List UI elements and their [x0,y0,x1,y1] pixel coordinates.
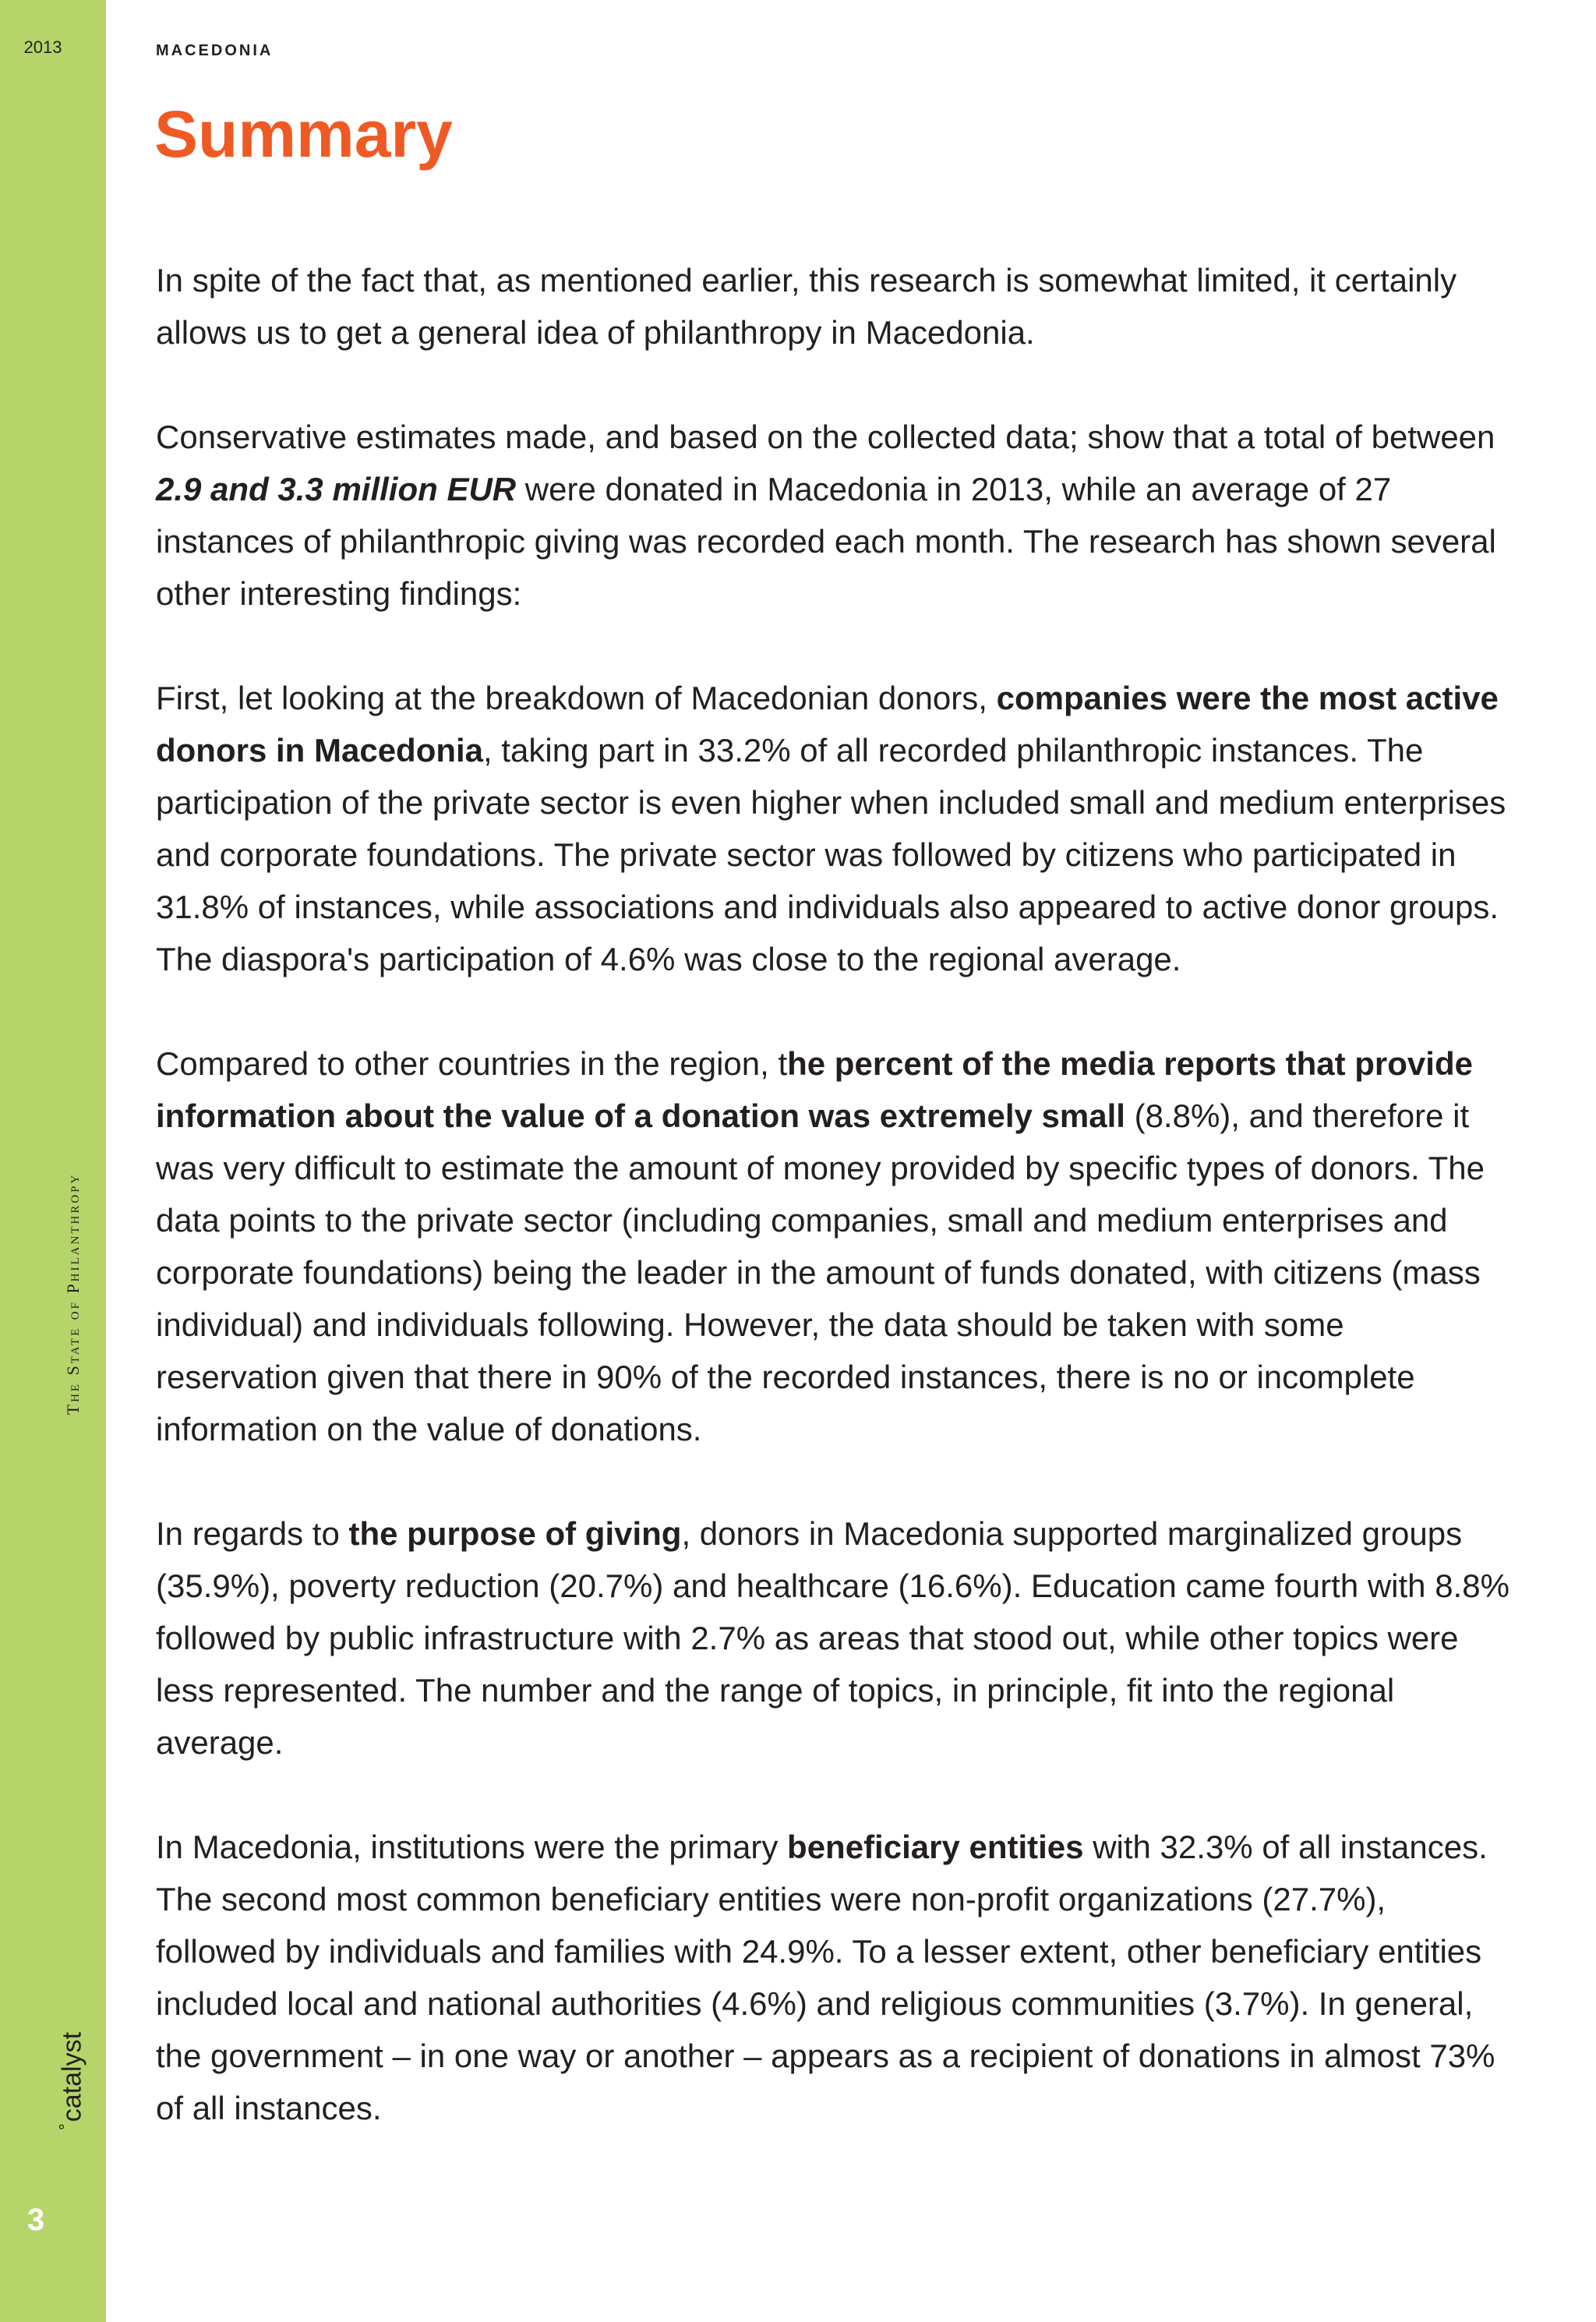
paragraph-text: First, let looking at the breakdown of Macedonian donors, [156,680,997,716]
paragraph-emphasis: beneficiary entities [787,1829,1084,1865]
page-number: 3 [26,2203,45,2237]
paragraph-text: Conservative estimates made, and based on the collected data; show that a total of between [156,419,1495,455]
paragraph-media-reports [156,1037,1512,1455]
paragraph-purpose [156,1507,1512,1769]
paragraph-donors [156,672,1512,985]
section-header: MACEDONIA [156,42,274,59]
catalyst-logo-mark: ° [55,2123,76,2131]
paragraph-text: In Macedonia, institutions were the primary [156,1829,788,1865]
paragraph-emphasis: the purpose of giving [348,1515,682,1552]
paragraph-text: In spite of the fact that, as mentioned earlier, this research is somewhat limited, it certainly allows us to get a general idea of philanthropy in Macedonia. [156,262,1457,351]
paragraph-beneficiaries [156,1821,1512,2134]
paragraph-text: , donors in Macedonia supported marginalized groups (35.9%), poverty reduction (20.7%) and healthcare (16.6%). Education came fourth with 8.8% followed by public infrastructure with 2.7% as areas that stood out, while other topics were less represented. The number and the range of topics, in principle, fit into the regional average. [156,1515,1509,1761]
page-title: Summary [154,97,453,171]
paragraph-emphasis: 2.9 and 3.3 million EUR [156,471,517,507]
year-label: 2013 [23,37,62,57]
paragraph-text: , taking part in 33.2% of all recorded philanthropic instances. The participation of the private sector is even higher when included small and medium enterprises and corporate foundations. The private sector was followed by citizens who participated in 31.8% of instances, while associations and individuals also appeared to active donor groups. The diaspora's participation of 4.6% was close to the regional average. [156,732,1506,977]
catalyst-logo [55,2032,87,2130]
paragraph-intro [156,254,1512,359]
paragraph-text: Compared to other countries in the region, t [156,1045,788,1082]
paragraph-text: (8.8%), and therefore it was very difficult to estimate the amount of money provided by specific types of donors. The data points to the private sector (including companies, small and medium enterprises and corporate foundations) being the leader in the amount of funds donated, with citizens (mass individual) and individuals following. However, the data should be taken with some reservation given that there in 90% of the recorded instances, there is no or incomplete information on the value of donations. [156,1097,1485,1447]
paragraph-text: with 32.3% of all instances. The second most common beneficiary entities were non-profit organizations (27.7%), followed by individuals and families with 24.9%. To a lesser extent, other beneficiary entities included local and national authorities (4.6%) and religious communities (3.7%). In general, the government – in one way or another – appears as a recipient of donations in almost 73% of all instances. [156,1829,1495,2126]
publication-title: The State of Philanthropy [63,1172,83,1415]
paragraph-estimates [156,411,1512,620]
sidebar [0,0,106,2322]
paragraph-emphasis: companies were the most active donors in Macedonia [156,680,1499,769]
catalyst-logo-text: catalyst [57,2031,87,2122]
summary-body [156,254,1512,2186]
paragraph-emphasis: he percent of the media reports that provide information about the value of a donation was extremely small [156,1045,1473,1134]
paragraph-text: were donated in Macedonia in 2013, while an average of 27 instances of philanthropic giving was recorded each month. The research has shown several other interesting findings: [156,471,1496,612]
paragraph-text: In regards to [156,1515,349,1552]
